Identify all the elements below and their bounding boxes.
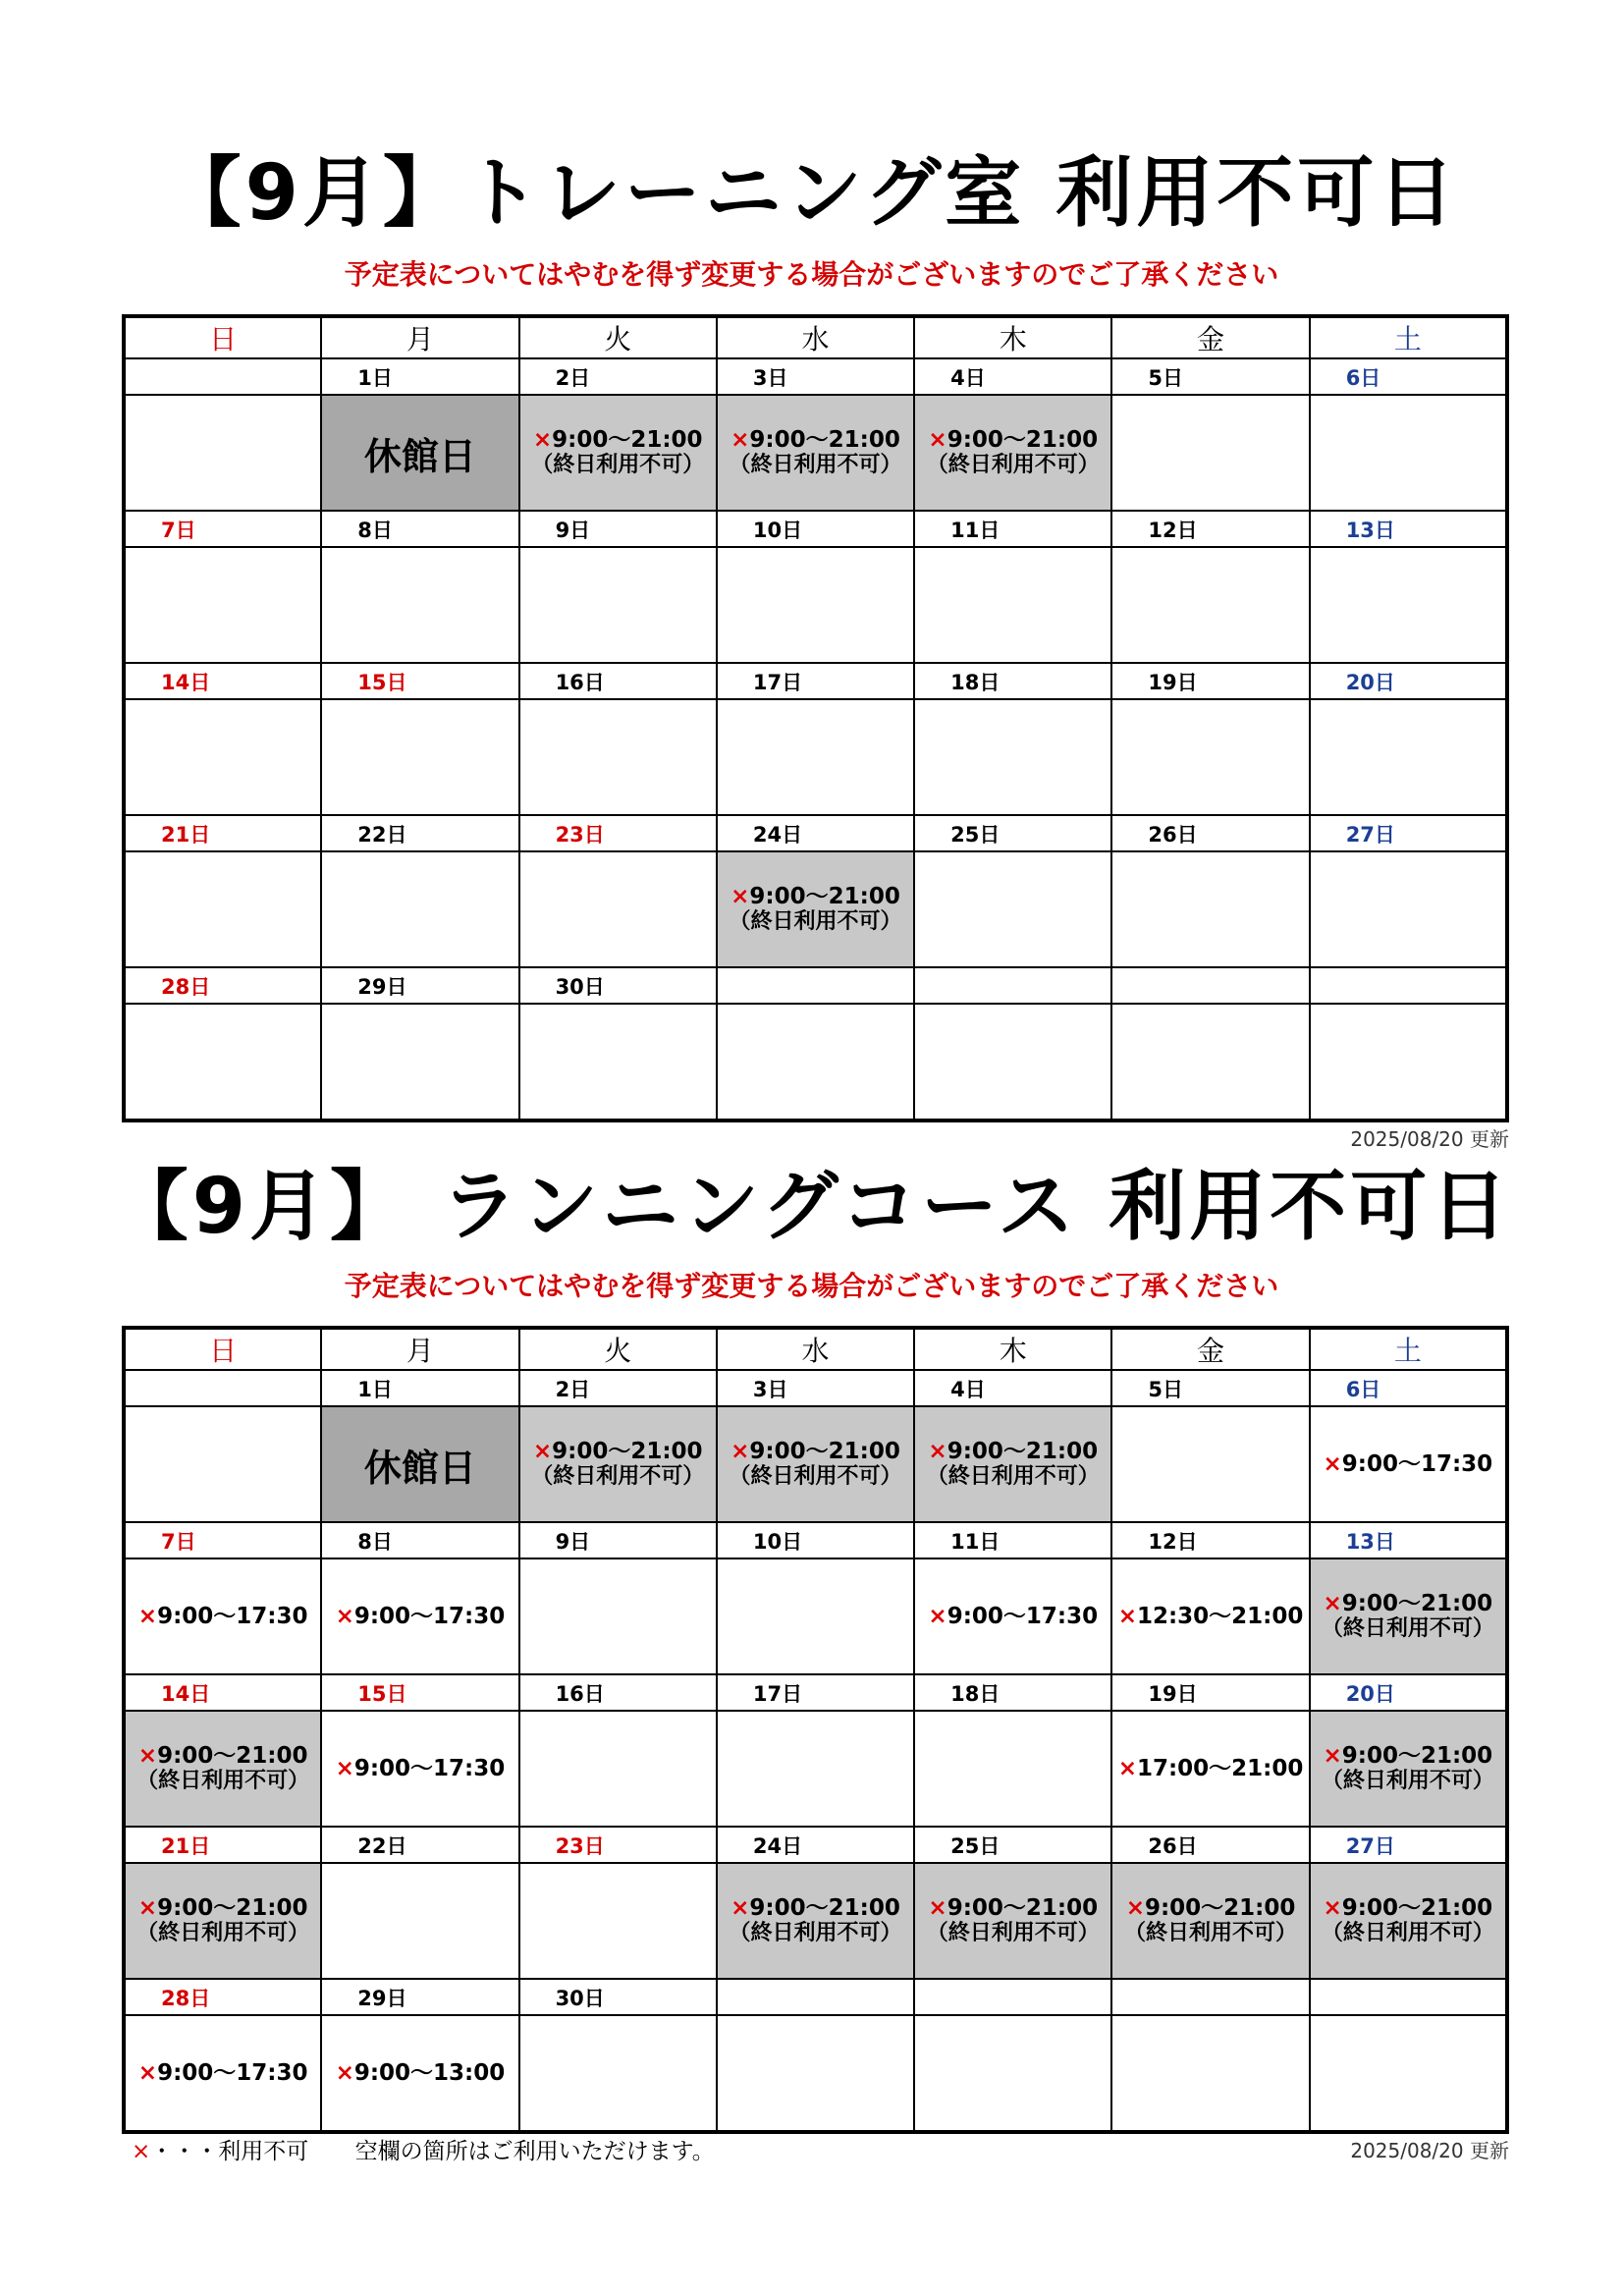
- day-cell: [717, 547, 914, 663]
- day-number: 8日: [321, 1522, 518, 1558]
- day-number: 5日: [1111, 358, 1309, 395]
- day-cell: [1310, 1406, 1507, 1522]
- day-content-row: [124, 1406, 1507, 1522]
- weekday-header: 水: [717, 1328, 914, 1370]
- unavailable-mark: ×: [928, 1604, 947, 1629]
- day-number: 13日: [1310, 1522, 1507, 1558]
- day-cell: [519, 1863, 717, 1979]
- unavailable-time: 9:00～21:00: [1144, 1895, 1296, 1921]
- day-cell: [914, 699, 1111, 815]
- day-number: 7日: [124, 1522, 321, 1558]
- day-cell: [914, 851, 1111, 967]
- day-number: [914, 1979, 1111, 2015]
- weekday-header: 月: [321, 1328, 518, 1370]
- unavailable-time: 9:00～13:00: [353, 2060, 506, 2086]
- unavailable-time: 9:00～17:30: [947, 1604, 1099, 1629]
- day-content-row: [124, 547, 1507, 663]
- day-number-row: [124, 1674, 1507, 1711]
- unavailable-mark: ×: [1323, 1451, 1342, 1477]
- unavailable-mark: ×: [1323, 1895, 1342, 1921]
- unavailable-time: 9:00～17:30: [157, 1604, 308, 1629]
- day-cell: [1111, 1863, 1309, 1979]
- unavailable-mark: ×: [1117, 1756, 1137, 1781]
- weekday-header: 日: [124, 316, 321, 358]
- day-cell: [124, 2015, 321, 2132]
- day-cell: [124, 1406, 321, 1522]
- page-title: 【9月】トレーニング室 利用不可日: [164, 149, 1459, 238]
- day-number: 17日: [717, 1674, 914, 1711]
- day-number: 2日: [519, 1370, 717, 1406]
- full-day-note: （終日利用不可）: [926, 1464, 1100, 1489]
- day-number: 6日: [1310, 358, 1507, 395]
- day-number: 19日: [1111, 1674, 1309, 1711]
- day-number: 25日: [914, 815, 1111, 851]
- weekday-header: 木: [914, 1328, 1111, 1370]
- day-number: [914, 967, 1111, 1004]
- unavailable-mark: ×: [335, 2060, 354, 2086]
- day-cell: [321, 1711, 518, 1827]
- day-cell: [124, 395, 321, 511]
- day-number: 14日: [124, 663, 321, 699]
- full-day-note: （終日利用不可）: [531, 1464, 705, 1489]
- day-cell: [1111, 2015, 1309, 2132]
- day-cell: [519, 1711, 717, 1827]
- day-number: 24日: [717, 1827, 914, 1863]
- day-cell: [519, 1004, 717, 1121]
- day-cell: [914, 1406, 1111, 1522]
- day-cell: [914, 395, 1111, 511]
- unavailable-time: 9:00～21:00: [749, 427, 900, 453]
- day-number: 30日: [519, 1979, 717, 2015]
- day-number: 9日: [519, 1522, 717, 1558]
- notice-text: 予定表についてはやむを得ず変更する場合がございますのでご了承ください: [344, 1270, 1279, 1302]
- day-number-row: [124, 358, 1507, 395]
- unavailable-time: 9:00～21:00: [947, 427, 1099, 453]
- weekday-header: 水: [717, 316, 914, 358]
- day-number-row: [124, 1370, 1507, 1406]
- weekday-header: 火: [519, 1328, 717, 1370]
- day-cell: [1310, 1558, 1507, 1674]
- day-cell: [717, 1406, 914, 1522]
- day-number: 22日: [321, 815, 518, 851]
- day-cell: [914, 547, 1111, 663]
- unavailable-time: 9:00～17:30: [353, 1604, 506, 1629]
- day-cell: [519, 1558, 717, 1674]
- day-cell: [1111, 395, 1309, 511]
- day-cell: [124, 547, 321, 663]
- updated-date: 2025/08/20 更新: [1350, 1127, 1509, 1151]
- day-number: 12日: [1111, 1522, 1309, 1558]
- full-day-note: （終日利用不可）: [1321, 1616, 1494, 1641]
- day-cell: [519, 547, 717, 663]
- unavailable-mark: ×: [1125, 1895, 1145, 1921]
- unavailable-time: 9:00～21:00: [749, 1439, 900, 1464]
- day-cell: [321, 1863, 518, 1979]
- day-cell: [124, 1711, 321, 1827]
- weekday-header-row: [124, 316, 1507, 358]
- unavailable-time: 9:00～21:00: [552, 1439, 703, 1464]
- day-content-row: [124, 1711, 1507, 1827]
- day-number: 15日: [321, 1674, 518, 1711]
- unavailable-mark: ×: [137, 1743, 158, 1769]
- weekday-header: 金: [1111, 316, 1309, 358]
- day-number: [1111, 967, 1309, 1004]
- day-number-row: [124, 967, 1507, 1004]
- day-number-row: [124, 511, 1507, 547]
- day-number: 3日: [717, 358, 914, 395]
- day-cell: [321, 1558, 518, 1674]
- day-number: [1111, 1979, 1309, 2015]
- day-cell: [321, 1406, 518, 1522]
- unavailable-mark: ×: [137, 1895, 158, 1921]
- day-number: 2日: [519, 358, 717, 395]
- day-cell: [321, 1004, 518, 1121]
- day-cell: [124, 1004, 321, 1121]
- day-number: 27日: [1310, 815, 1507, 851]
- day-cell: [1310, 547, 1507, 663]
- day-number: 20日: [1310, 1674, 1507, 1711]
- full-day-note: （終日利用不可）: [136, 1769, 310, 1793]
- day-cell: [321, 2015, 518, 2132]
- legend-text: ・・・利用不可: [150, 2139, 309, 2164]
- day-number-row: [124, 1522, 1507, 1558]
- day-content-row: [124, 1004, 1507, 1121]
- day-cell: [1310, 1004, 1507, 1121]
- day-cell: [717, 395, 914, 511]
- full-day-note: （終日利用不可）: [531, 453, 705, 477]
- full-day-note: （終日利用不可）: [926, 1921, 1100, 1945]
- calendar-table: [122, 1326, 1509, 2134]
- weekday-header: 日: [124, 1328, 321, 1370]
- unavailable-mark: ×: [532, 1439, 553, 1464]
- unavailable-time: 9:00～21:00: [947, 1895, 1099, 1921]
- day-number: 1日: [321, 358, 518, 395]
- day-cell: [914, 1558, 1111, 1674]
- full-day-note: （終日利用不可）: [926, 453, 1100, 477]
- unavailable-time: 9:00～17:30: [157, 2060, 308, 2086]
- day-cell: [717, 1711, 914, 1827]
- day-number: 28日: [124, 967, 321, 1004]
- day-number: 25日: [914, 1827, 1111, 1863]
- full-day-note: （終日利用不可）: [136, 1921, 310, 1945]
- weekday-header: 土: [1310, 316, 1507, 358]
- day-cell: [519, 699, 717, 815]
- unavailable-mark: ×: [928, 1895, 947, 1921]
- day-number: 24日: [717, 815, 914, 851]
- weekday-header-row: [124, 1328, 1507, 1370]
- unavailable-time: 9:00～21:00: [1341, 1895, 1493, 1921]
- day-cell: [717, 699, 914, 815]
- closed-day-label: 休館日: [363, 434, 476, 478]
- day-cell: [519, 851, 717, 967]
- day-cell: [124, 1558, 321, 1674]
- full-day-note: （終日利用不可）: [1321, 1769, 1494, 1793]
- day-cell: [1111, 1558, 1309, 1674]
- day-content-row: [124, 699, 1507, 815]
- day-number: 1日: [321, 1370, 518, 1406]
- day-number-row: [124, 1979, 1507, 2015]
- day-number: 16日: [519, 1674, 717, 1711]
- day-content-row: [124, 2015, 1507, 2132]
- day-cell: [717, 851, 914, 967]
- day-cell: [1111, 1711, 1309, 1827]
- unavailable-time: 9:00～21:00: [552, 427, 703, 453]
- day-number: [124, 358, 321, 395]
- unavailable-mark: ×: [335, 1756, 354, 1781]
- day-cell: [321, 699, 518, 815]
- day-number: 20日: [1310, 663, 1507, 699]
- day-number: 10日: [717, 1522, 914, 1558]
- page-title: 【9月】 ランニングコース 利用不可日: [111, 1163, 1512, 1251]
- day-number: 18日: [914, 663, 1111, 699]
- day-number: 16日: [519, 663, 717, 699]
- day-number: 26日: [1111, 815, 1309, 851]
- unavailable-mark: ×: [335, 1604, 354, 1629]
- day-number: 30日: [519, 967, 717, 1004]
- unavailable-mark: ×: [730, 884, 750, 909]
- day-cell: [914, 1863, 1111, 1979]
- day-number: [1310, 1979, 1507, 2015]
- day-number: [124, 1370, 321, 1406]
- day-number: 21日: [124, 815, 321, 851]
- unavailable-mark: ×: [928, 1439, 947, 1464]
- day-cell: [321, 395, 518, 511]
- day-cell: [1310, 851, 1507, 967]
- day-cell: [321, 547, 518, 663]
- unavailable-mark: ×: [532, 427, 553, 453]
- day-cell: [1111, 547, 1309, 663]
- unavailable-mark: ×: [137, 2060, 158, 2086]
- calendar-table: [122, 314, 1509, 1122]
- weekday-header: 火: [519, 316, 717, 358]
- weekday-header: 土: [1310, 1328, 1507, 1370]
- unavailable-time: 9:00～21:00: [1341, 1743, 1493, 1769]
- notice-text: 予定表についてはやむを得ず変更する場合がございますのでご了承ください: [344, 258, 1279, 291]
- day-number: 5日: [1111, 1370, 1309, 1406]
- day-number: 22日: [321, 1827, 518, 1863]
- unavailable-time: 9:00～21:00: [749, 884, 900, 909]
- unavailable-time: 9:00～21:00: [749, 1895, 900, 1921]
- day-number: [1310, 967, 1507, 1004]
- weekday-header: 木: [914, 316, 1111, 358]
- day-cell: [124, 1863, 321, 1979]
- legend: [132, 2133, 715, 2165]
- unavailable-time: 9:00～17:30: [1341, 1451, 1493, 1477]
- day-number: 4日: [914, 358, 1111, 395]
- day-cell: [1310, 699, 1507, 815]
- day-number-row: [124, 663, 1507, 699]
- unavailable-time: 9:00～21:00: [157, 1743, 308, 1769]
- day-number: 7日: [124, 511, 321, 547]
- day-number: 23日: [519, 1827, 717, 1863]
- day-number: [717, 967, 914, 1004]
- day-number: 10日: [717, 511, 914, 547]
- day-cell: [1310, 395, 1507, 511]
- weekday-header: 金: [1111, 1328, 1309, 1370]
- day-cell: [1111, 1406, 1309, 1522]
- day-number: 13日: [1310, 511, 1507, 547]
- weekday-header: 月: [321, 316, 518, 358]
- unavailable-mark: ×: [730, 1439, 750, 1464]
- day-cell: [1310, 2015, 1507, 2132]
- day-cell: [717, 1863, 914, 1979]
- day-number: 28日: [124, 1979, 321, 2015]
- day-cell: [519, 1406, 717, 1522]
- day-content-row: [124, 1863, 1507, 1979]
- day-cell: [519, 2015, 717, 2132]
- full-day-note: （終日利用不可）: [1124, 1921, 1298, 1945]
- day-cell: [1111, 851, 1309, 967]
- full-day-note: （終日利用不可）: [729, 1921, 902, 1945]
- full-day-note: （終日利用不可）: [729, 1464, 902, 1489]
- unavailable-mark: ×: [928, 427, 947, 453]
- legend-note: 空欄の箇所はご利用いただけます。: [354, 2139, 715, 2164]
- day-number: 11日: [914, 511, 1111, 547]
- day-number: 3日: [717, 1370, 914, 1406]
- day-number: 23日: [519, 815, 717, 851]
- day-number: 12日: [1111, 511, 1309, 547]
- day-cell: [1310, 1863, 1507, 1979]
- unavailable-time: 9:00～21:00: [1341, 1591, 1493, 1616]
- day-number: 21日: [124, 1827, 321, 1863]
- day-number: [717, 1979, 914, 2015]
- unavailable-mark: ×: [730, 427, 750, 453]
- day-number: 14日: [124, 1674, 321, 1711]
- unavailable-mark: ×: [1323, 1743, 1342, 1769]
- full-day-note: （終日利用不可）: [729, 453, 902, 477]
- day-number: 6日: [1310, 1370, 1507, 1406]
- full-day-note: （終日利用不可）: [1321, 1921, 1494, 1945]
- unavailable-time: 9:00～17:30: [353, 1756, 506, 1781]
- day-cell: [1111, 1004, 1309, 1121]
- unavailable-mark: ×: [1117, 1604, 1137, 1629]
- day-cell: [1310, 1711, 1507, 1827]
- day-cell: [124, 851, 321, 967]
- day-number: 27日: [1310, 1827, 1507, 1863]
- day-number-row: [124, 1827, 1507, 1863]
- day-number: 4日: [914, 1370, 1111, 1406]
- unavailable-time: 17:00～21:00: [1136, 1756, 1304, 1781]
- unavailable-time: 9:00～21:00: [947, 1439, 1099, 1464]
- unavailable-mark: ×: [730, 1895, 750, 1921]
- day-cell: [914, 1711, 1111, 1827]
- unavailable-mark: ×: [137, 1604, 158, 1629]
- day-number: 19日: [1111, 663, 1309, 699]
- day-cell: [1111, 699, 1309, 815]
- updated-date: 2025/08/20 更新: [1350, 2139, 1509, 2162]
- day-number: 18日: [914, 1674, 1111, 1711]
- day-number-row: [124, 815, 1507, 851]
- day-cell: [717, 1004, 914, 1121]
- day-content-row: [124, 395, 1507, 511]
- day-number: 26日: [1111, 1827, 1309, 1863]
- day-number: 17日: [717, 663, 914, 699]
- day-number: 29日: [321, 1979, 518, 2015]
- full-day-note: （終日利用不可）: [729, 909, 902, 934]
- unavailable-time: 12:30～21:00: [1136, 1604, 1304, 1629]
- day-cell: [519, 395, 717, 511]
- day-number: 11日: [914, 1522, 1111, 1558]
- day-cell: [717, 1558, 914, 1674]
- day-number: 15日: [321, 663, 518, 699]
- day-number: 8日: [321, 511, 518, 547]
- day-cell: [124, 699, 321, 815]
- day-cell: [321, 851, 518, 967]
- day-content-row: [124, 1558, 1507, 1674]
- day-number: 29日: [321, 967, 518, 1004]
- closed-day-label: 休館日: [363, 1446, 476, 1490]
- day-content-row: [124, 851, 1507, 967]
- day-cell: [717, 2015, 914, 2132]
- legend-mark: ×: [132, 2139, 151, 2164]
- unavailable-time: 9:00～21:00: [157, 1895, 308, 1921]
- day-number: 9日: [519, 511, 717, 547]
- unavailable-mark: ×: [1323, 1591, 1342, 1616]
- day-cell: [914, 1004, 1111, 1121]
- day-cell: [914, 2015, 1111, 2132]
